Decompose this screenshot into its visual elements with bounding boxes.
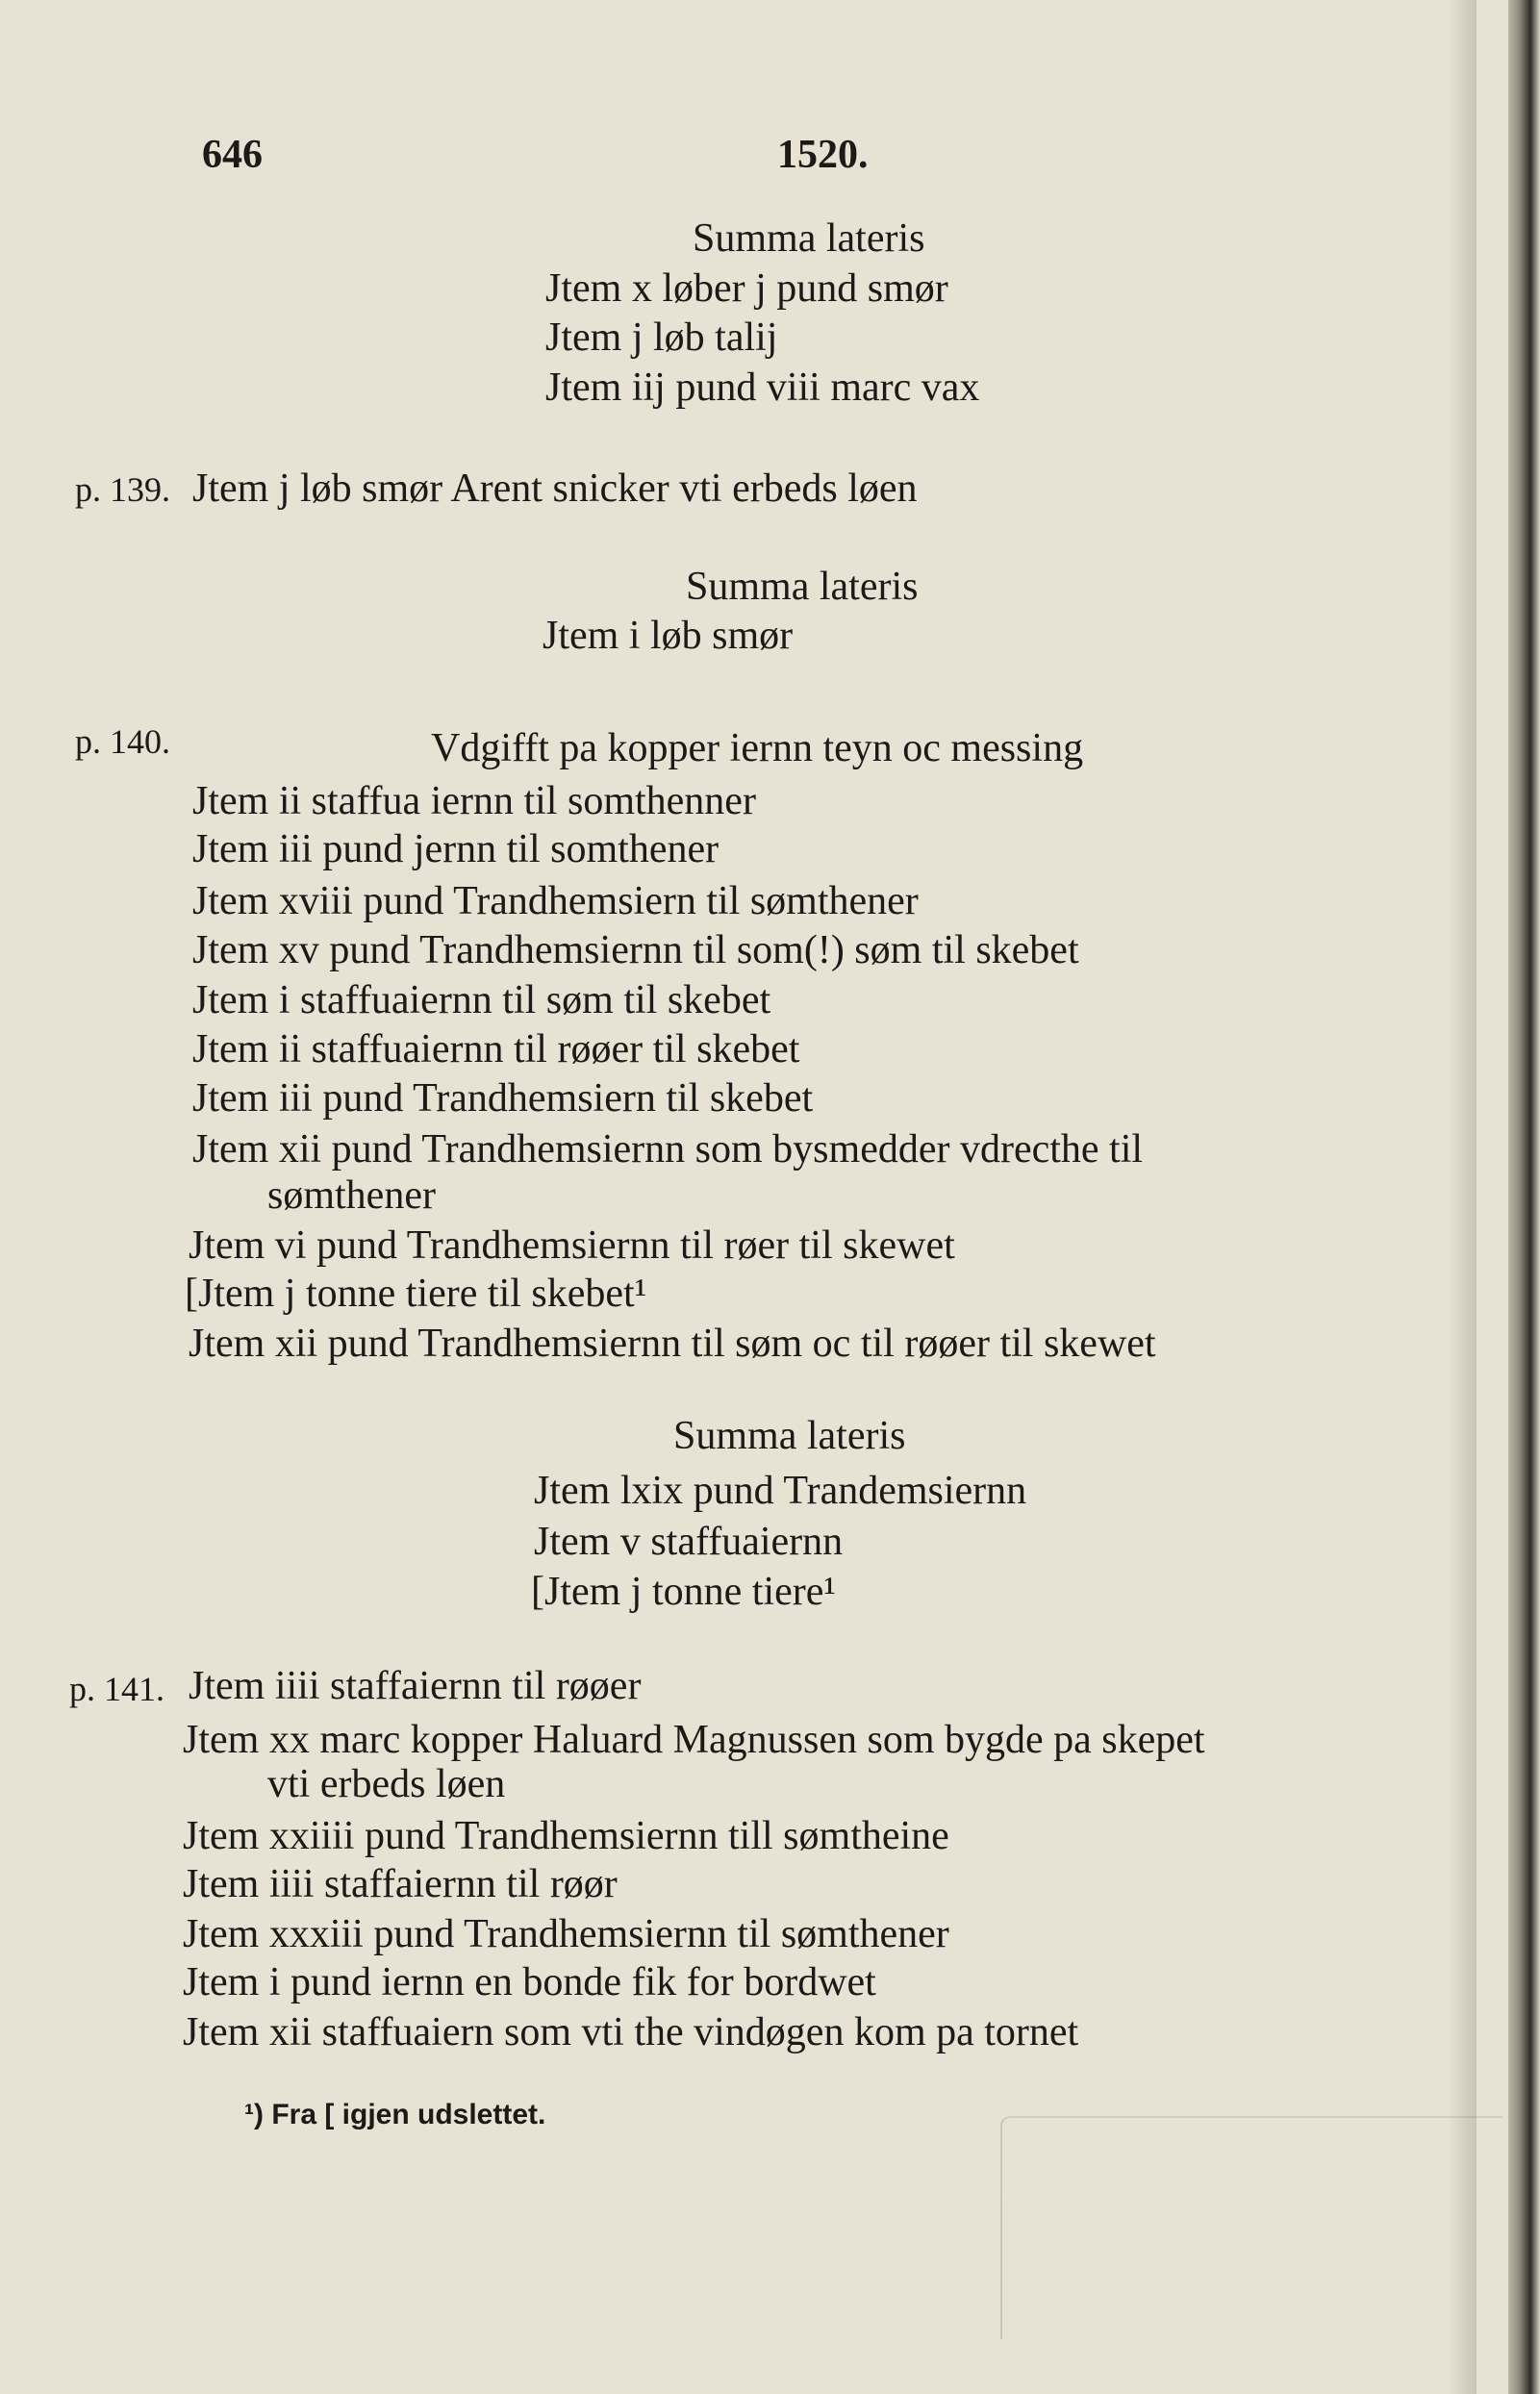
entry-line: Jtem x løber j pund smør <box>545 266 948 311</box>
entry-line: Jtem iii pund Trandhemsiern til skebet <box>192 1076 814 1121</box>
entry-line: Jtem iiii staffaiernn til røør <box>183 1862 618 1906</box>
summa-heading: Summa lateris <box>686 565 919 609</box>
entry-line: Jtem xii pund Trandhemsiernn til søm oc til røøer til skewet <box>189 1322 1156 1366</box>
entry-line: Jtem j løb smør Arent snicker vti erbeds løen <box>192 466 918 511</box>
margin-page-ref: p. 140. <box>75 722 170 761</box>
entry-line: Jtem iiii staffaiernn til røøer <box>189 1664 642 1708</box>
entry-line: Jtem vi pund Trandhemsiernn til røer til skewet <box>189 1223 955 1268</box>
entry-line: Jtem xxxiii pund Trandhemsiernn til sømthener <box>183 1912 949 1956</box>
entry-line: Jtem i løb smør <box>543 614 794 658</box>
entry-line: [Jtem j tonne tiere til skebet¹ <box>185 1272 647 1316</box>
entry-line-continuation: sømthener <box>267 1173 436 1218</box>
binding-shadow <box>1448 0 1477 2394</box>
margin-page-ref: p. 139. <box>75 470 170 509</box>
margin-page-ref: p. 141. <box>69 1670 164 1708</box>
summa-heading: Summa lateris <box>693 216 925 261</box>
entry-line: Jtem i staffuaiernn til søm til skebet <box>192 978 771 1022</box>
page-year: 1520. <box>777 133 869 177</box>
section-heading: Vdgifft pa kopper iernn teyn oc messing <box>431 726 1084 770</box>
entry-line: Jtem v staffuaiernn <box>534 1520 844 1564</box>
entry-line: Jtem j løb talij <box>545 315 778 360</box>
entry-line-continuation: vti erbeds løen <box>267 1762 506 1806</box>
paper-mark <box>1000 2116 1502 2339</box>
entry-line: Jtem iij pund viii marc vax <box>545 365 980 410</box>
page-number: 646 <box>202 133 263 177</box>
entry-line: Jtem xx marc kopper Haluard Magnussen som bygde pa skepet <box>183 1718 1205 1762</box>
entry-line: [Jtem j tonne tiere¹ <box>531 1570 836 1614</box>
entry-line: Jtem ii staffua iernn til somthenner <box>192 779 756 823</box>
book-binding-edge <box>1508 0 1540 2394</box>
entry-line: Jtem iii pund jernn til somthener <box>192 827 720 871</box>
entry-line: Jtem lxix pund Trandemsiernn <box>534 1469 1027 1513</box>
summa-heading: Summa lateris <box>673 1414 906 1458</box>
entry-line: Jtem xv pund Trandhemsiernn til som(!) søm til skebet <box>192 928 1079 972</box>
entry-line: Jtem xviii pund Trandhemsiern til sømthener <box>192 879 919 923</box>
entry-line: Jtem xii staffuaiern som vti the vindøgen kom pa tornet <box>183 2010 1079 2054</box>
entry-line: Jtem xii pund Trandhemsiernn som bysmedder vdrecthe til <box>192 1127 1144 1172</box>
entry-line: Jtem xxiiii pund Trandhemsiernn till sømtheine <box>183 1814 949 1858</box>
entry-line: Jtem i pund iernn en bonde fik for bordwet <box>183 1960 876 2004</box>
entry-line: Jtem ii staffuaiernn til røøer til skebet <box>192 1027 800 1071</box>
footnote: ¹) Fra [ igjen udslettet. <box>244 2099 546 2130</box>
